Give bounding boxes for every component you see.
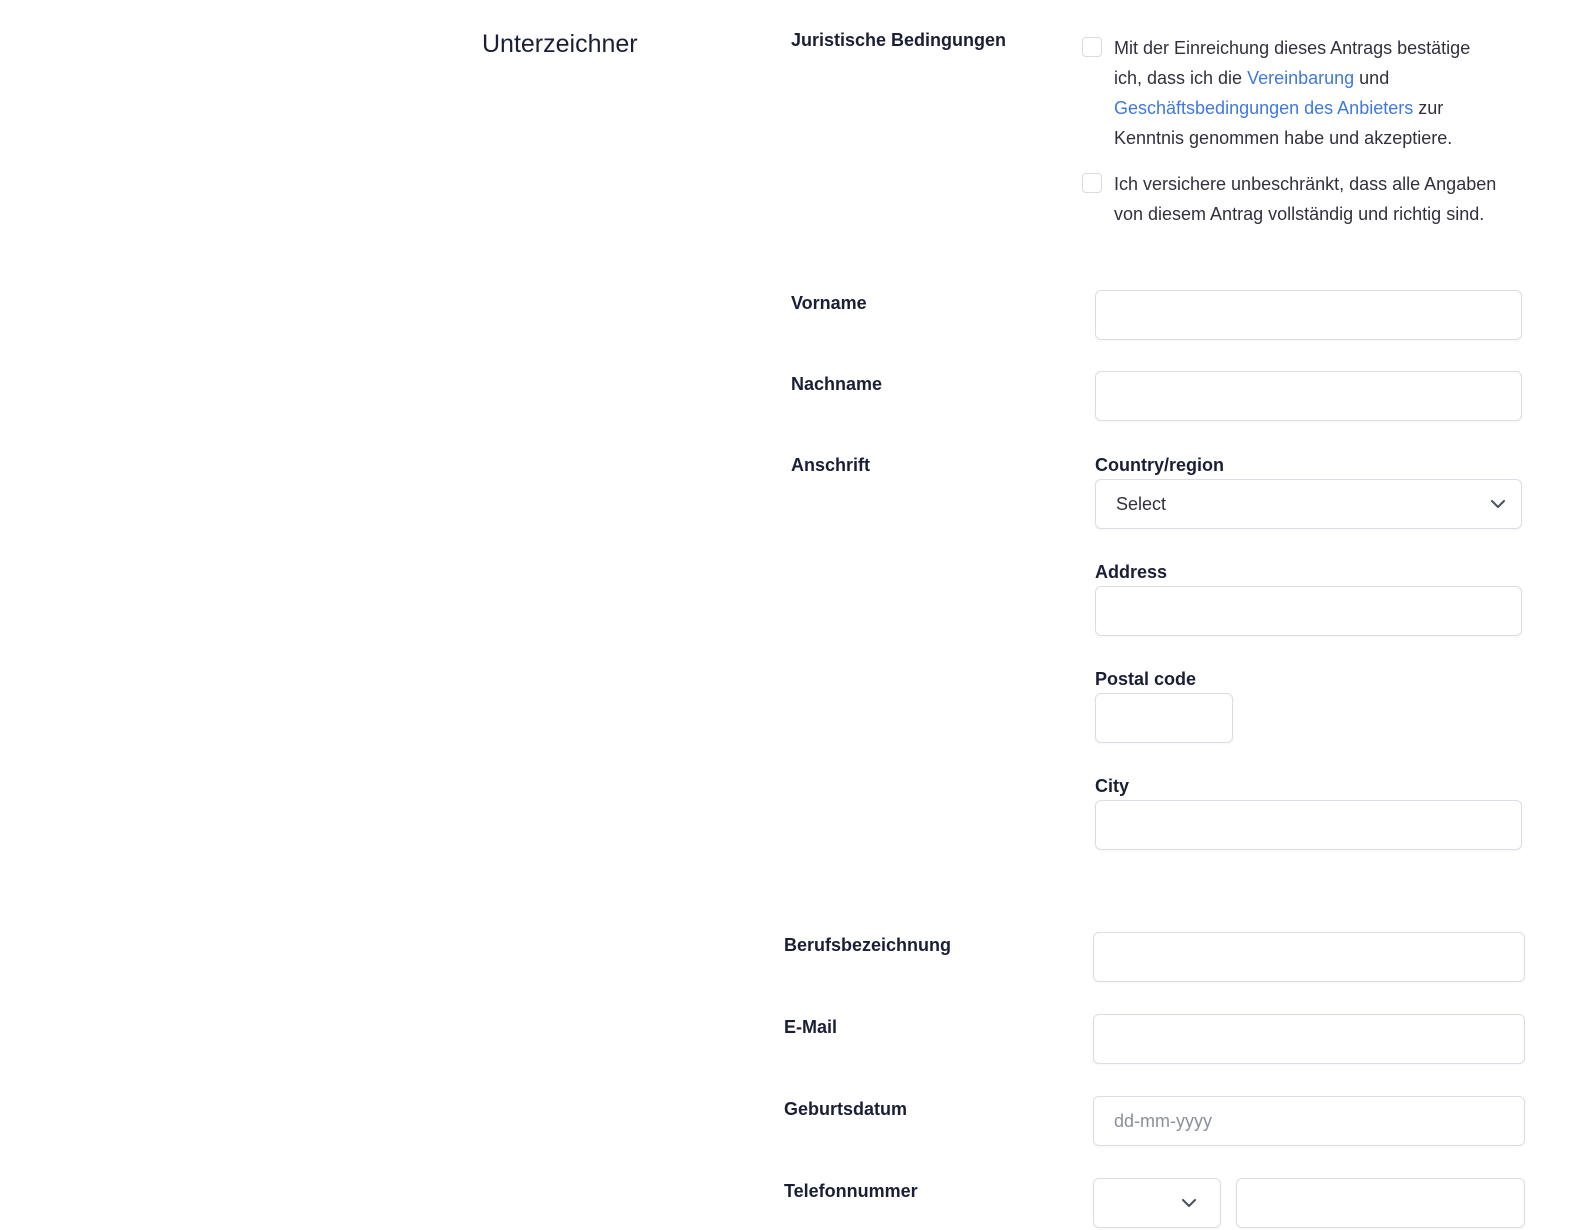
accept-terms-checkbox[interactable] bbox=[1082, 37, 1102, 57]
birthdate-label: Geburtsdatum bbox=[784, 1099, 908, 1119]
postal-code-label: Postal code bbox=[1095, 669, 1197, 689]
chevron-down-icon bbox=[1491, 497, 1505, 511]
accept-terms-text bbox=[1114, 33, 1502, 153]
street-address-label: Address bbox=[1095, 562, 1168, 582]
email-label: E-Mail bbox=[784, 1017, 838, 1037]
phone-label: Telefonnummer bbox=[784, 1181, 918, 1201]
legal-terms-label: Juristische Bedingungen bbox=[791, 30, 1007, 50]
accuracy-checkbox-row bbox=[1082, 169, 1502, 229]
accept-terms-text-after: zur Kenntnis genommen habe und akzeptiere. bbox=[1114, 98, 1453, 148]
country-region-value: Select bbox=[1116, 493, 1167, 514]
email-input[interactable] bbox=[1093, 1014, 1525, 1064]
postal-code-input[interactable] bbox=[1095, 693, 1233, 743]
accuracy-text: Ich versichere unbeschränkt, dass alle Angaben von diesem Antrag vollständig und richtig sind. bbox=[1114, 174, 1497, 224]
agreement-link[interactable]: Vereinbarung bbox=[1247, 68, 1355, 88]
accept-terms-text-before: Mit der Einreichung dieses Antrags bestätige ich, dass ich die bbox=[1114, 38, 1471, 88]
accuracy-checkbox[interactable] bbox=[1082, 173, 1102, 193]
section-title: Unterzeichner bbox=[482, 30, 638, 58]
city-label: City bbox=[1095, 776, 1130, 796]
accept-terms-text-mid: und bbox=[1354, 68, 1390, 88]
country-region-label: Country/region bbox=[1095, 455, 1224, 475]
provider-terms-link[interactable]: Geschäftsbedingungen des Anbieters bbox=[1114, 98, 1414, 118]
birthdate-input[interactable] bbox=[1093, 1096, 1525, 1146]
first-name-label: Vorname bbox=[791, 293, 867, 313]
last-name-input[interactable] bbox=[1095, 371, 1522, 421]
legal-terms-checkbox-row bbox=[1082, 33, 1502, 153]
country-region-select[interactable] bbox=[1095, 479, 1522, 529]
job-title-input[interactable] bbox=[1093, 932, 1525, 982]
chevron-down-icon bbox=[1182, 1196, 1196, 1210]
phone-country-code-select[interactable] bbox=[1093, 1178, 1221, 1228]
phone-number-input[interactable] bbox=[1236, 1178, 1525, 1228]
street-address-input[interactable] bbox=[1095, 586, 1522, 636]
address-label: Anschrift bbox=[791, 455, 871, 475]
city-input[interactable] bbox=[1095, 800, 1522, 850]
job-title-label: Berufsbezeichnung bbox=[784, 935, 952, 955]
first-name-input[interactable] bbox=[1095, 290, 1522, 340]
last-name-label: Nachname bbox=[791, 374, 883, 394]
